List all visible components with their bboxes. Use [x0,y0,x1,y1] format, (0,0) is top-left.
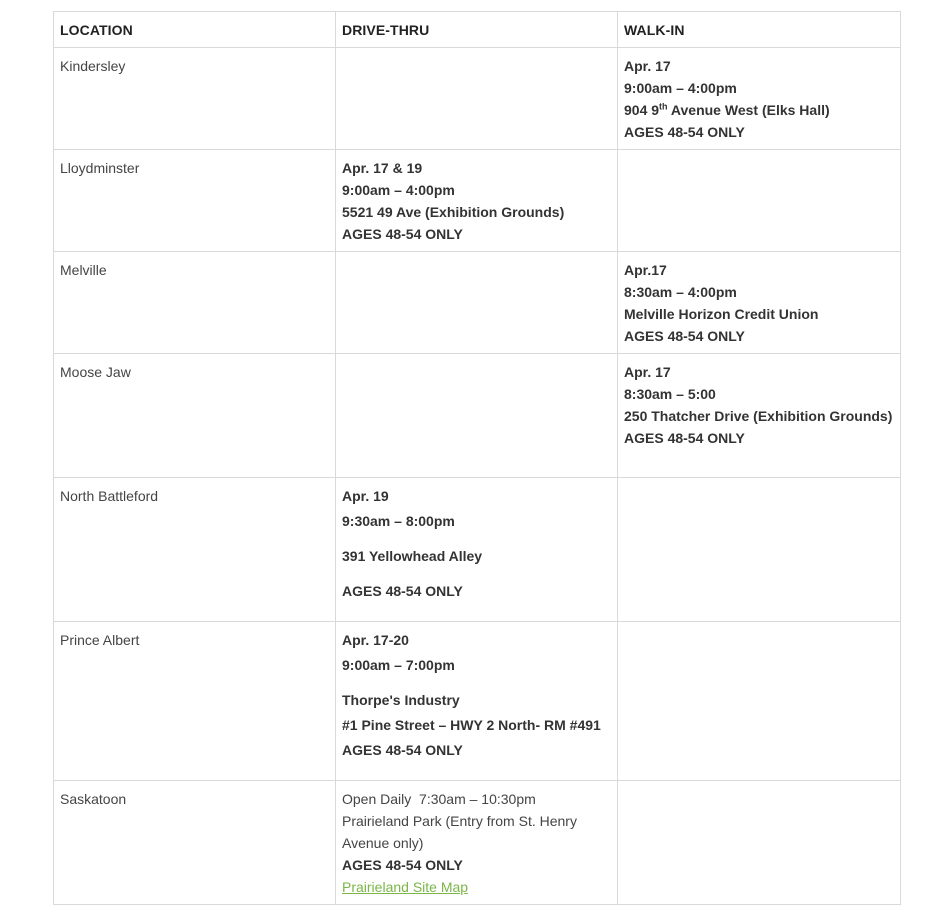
drive-thru-time: 9:00am – 7:00pm [342,657,455,673]
walk-in-cell [618,48,901,150]
table-header-row [54,12,901,48]
walk-in-cell [618,150,901,252]
drive-thru-venue-name: Thorpe's Industry [342,692,460,708]
walk-in-address: Melville Horizon Credit Union [624,306,819,322]
walk-in-time: 8:30am – 4:00pm [624,284,737,300]
drive-thru-address: 391 Yellowhead Alley [342,548,483,564]
drive-thru-address-line-1: Prairieland Park (Entry from St. Henry [342,813,577,829]
location-cell [54,478,336,622]
table-row [54,781,901,905]
header-location: LOCATION [54,12,336,48]
location-cell [54,354,336,478]
drive-thru-address: #1 Pine Street – HWY 2 North- RM #491 [342,717,601,733]
header-walk-in: WALK-IN [618,12,901,48]
location-name: Moose Jaw [60,364,131,380]
location-name: Lloydminster [60,160,140,176]
drive-thru-ages: AGES 48-54 ONLY [342,226,463,242]
prairieland-site-map-link[interactable]: Prairieland Site Map [342,879,469,895]
location-cell [54,48,336,150]
walk-in-date: Apr.17 [624,262,667,278]
table-row [54,150,901,252]
drive-thru-date: Apr. 17-20 [342,632,409,648]
drive-thru-date: Apr. 19 [342,488,389,504]
drive-thru-cell [336,252,618,354]
walk-in-cell [618,622,901,781]
walk-in-time: 8:30am – 5:00 [624,386,716,402]
walk-in-date: Apr. 17 [624,364,671,380]
location-cell [54,622,336,781]
walk-in-cell [618,354,901,478]
drive-thru-time: 9:00am – 4:00pm [342,182,455,198]
table-row [54,48,901,150]
drive-thru-address-line-2: Avenue only) [342,835,424,851]
drive-thru-cell [336,781,618,905]
location-name: Melville [60,262,107,278]
walk-in-cell [618,781,901,905]
vaccination-schedule-table [53,11,901,905]
walk-in-cell [618,478,901,622]
table-row [54,252,901,354]
drive-thru-ages: AGES 48-54 ONLY [342,742,463,758]
location-cell [54,150,336,252]
drive-thru-cell [336,622,618,781]
location-name: Kindersley [60,58,126,74]
table-row [54,354,901,478]
location-name: Prince Albert [60,632,140,648]
drive-thru-cell [336,48,618,150]
drive-thru-date: Apr. 17 & 19 [342,160,423,176]
walk-in-address: 904 9th Avenue West (Elks Hall) [624,101,830,118]
drive-thru-time: 9:30am – 8:00pm [342,513,455,529]
location-cell [54,781,336,905]
walk-in-ages: AGES 48-54 ONLY [624,430,745,446]
location-name: North Battleford [60,488,159,504]
walk-in-time: 9:00am – 4:00pm [624,80,737,96]
walk-in-cell [618,252,901,354]
walk-in-address: 250 Thatcher Drive (Exhibition Grounds) [624,408,893,424]
drive-thru-ages: AGES 48-54 ONLY [342,583,463,599]
drive-thru-address: 5521 49 Ave (Exhibition Grounds) [342,204,565,220]
table-row [54,622,901,781]
drive-thru-cell [336,354,618,478]
location-name: Saskatoon [60,791,127,807]
drive-thru-cell [336,478,618,622]
drive-thru-ages: AGES 48-54 ONLY [342,857,463,873]
drive-thru-hours: Open Daily 7:30am – 10:30pm [342,791,536,807]
header-drive-thru: DRIVE-THRU [336,12,618,48]
walk-in-date: Apr. 17 [624,58,671,74]
location-cell [54,252,336,354]
drive-thru-cell [336,150,618,252]
walk-in-ages: AGES 48-54 ONLY [624,124,745,140]
walk-in-ages: AGES 48-54 ONLY [624,328,745,344]
table-row [54,478,901,622]
